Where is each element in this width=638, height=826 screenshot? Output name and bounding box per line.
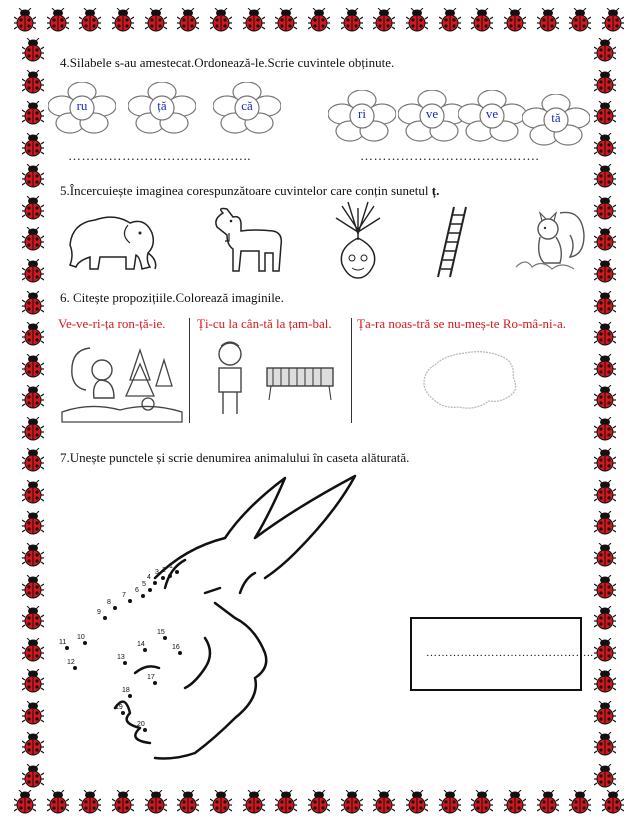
ladybug-icon [22,38,44,62]
ladybug-icon [594,575,616,599]
ladybug-icon [308,790,330,814]
ladybug-icon [243,8,265,32]
ladybug-icon [177,790,199,814]
ladybug-icon [504,790,526,814]
ladybug-icon [594,511,616,535]
ladybug-icon [594,133,616,157]
connect-dot [123,661,127,665]
ladybug-icon [22,354,44,378]
connect-dot [103,616,107,620]
ladybug-border-top [0,8,638,38]
dot-number: 8 [107,599,111,606]
ladybug-icon [602,8,624,32]
ladybug-icon [406,790,428,814]
ladybug-icon [569,8,591,32]
ladybug-icon [210,790,232,814]
connect-dot [65,646,69,650]
ladybug-icon [308,8,330,32]
ladybug-icon [594,669,616,693]
exercise-5-title: 5.Încercuiește imaginea corespunzătoare cuvintelor care conțin sunetul ț. [60,183,440,198]
ladybug-icon [373,790,395,814]
ladybug-icon [22,448,44,472]
ladybug-icon [275,8,297,32]
ladybug-icon [594,638,616,662]
dot-number: 1 [169,563,173,570]
connect-dot [73,666,77,670]
ladybug-icon [406,8,428,32]
target-sound: ț. [431,183,440,198]
goat-image[interactable] [205,205,290,275]
ladybug-icon [471,790,493,814]
ladybug-icon [22,638,44,662]
ladybug-icon [373,8,395,32]
exercise-7-title: 7.Unește punctele și scrie denumirea animalului în caseta alăturată. [60,450,410,465]
dot-number: 9 [97,609,101,616]
syllable-flower[interactable] [398,90,466,142]
goat-dot-to-dot-image[interactable] [55,468,385,768]
ladybug-icon [275,790,297,814]
syllable-label: tă [551,110,561,125]
ladybug-icon [504,8,526,32]
dot-number: 3 [155,569,159,576]
ladybug-icon [594,417,616,441]
dot-number: 16 [172,644,180,651]
divider-1 [189,318,190,423]
elephant-image[interactable] [60,205,160,275]
dot-number: 15 [157,629,165,636]
ladybug-icon [471,8,493,32]
ladybug-icon [22,322,44,346]
syllable-flower[interactable] [458,90,526,142]
syllable-flower[interactable] [328,90,396,142]
ladybug-icon [243,790,265,814]
dot-number: 5 [142,581,146,588]
sentence-tambal: Ți-cu la cân-tă la țam-bal. [197,316,332,331]
dot-number: 18 [122,687,130,694]
dot-number: 4 [147,574,151,581]
ladybug-icon [112,790,134,814]
connect-dot [121,711,125,715]
connect-dot [148,588,152,592]
exercise-6-title: 6. Citește propozițiile.Colorează imaginile. [60,290,284,305]
ladybug-icon [47,790,69,814]
ladybug-icon [594,291,616,315]
ladybug-icon [22,259,44,283]
ladybug-icon [22,606,44,630]
ladybug-icon [602,790,624,814]
squirrel-image[interactable] [512,205,587,275]
romania-map-image[interactable] [415,345,525,420]
ladybug-icon [594,259,616,283]
syllable-label: ță [157,98,167,113]
answer-line-1[interactable]: ………………………………….. [68,148,251,163]
ladybug-icon [22,701,44,725]
ladybug-border-right [590,38,620,788]
ladybug-icon [594,196,616,220]
syllable-flower[interactable] [522,94,590,146]
connect-dot [143,648,147,652]
dot-number: 19 [115,704,123,711]
ladybug-icon [594,701,616,725]
ladybug-icon [112,8,134,32]
divider-2 [351,318,352,423]
ladybug-icon [341,790,363,814]
ladybug-icon [22,227,44,251]
ladybug-icon [594,164,616,188]
dot-number: 12 [67,659,75,666]
ladybug-icon [22,101,44,125]
ladder-image[interactable] [432,205,482,280]
dot-number: 17 [147,674,155,681]
connect-dot [175,570,179,574]
ladybug-border-bottom [0,790,638,820]
connect-dot [141,594,145,598]
sentence-squirrel: Ve-ve-ri-ța ron-ță-ie. [58,316,166,331]
ladybug-icon [594,764,616,788]
dot-number: 13 [117,654,125,661]
ladybug-icon [47,8,69,32]
ladybug-icon [177,8,199,32]
connect-dot [178,651,182,655]
ladybug-icon [22,417,44,441]
syllable-flower[interactable] [213,82,281,134]
ladybug-icon [14,8,36,32]
connect-dot [113,606,117,610]
syllable-flower[interactable] [48,82,116,134]
ladybug-icon [594,448,616,472]
squirrel-winter-image[interactable] [60,340,185,425]
ladybug-icon [22,764,44,788]
connect-dot [143,728,147,732]
ladybug-icon [22,385,44,409]
syllable-label: ru [76,98,88,113]
dot-number: 2 [162,567,166,574]
ladybug-icon [22,291,44,315]
connect-dot [163,636,167,640]
ladybug-icon [594,732,616,756]
ladybug-icon [439,8,461,32]
answer-line-2[interactable]: …………………………………. [360,148,540,163]
ladybug-icon [22,543,44,567]
ladybug-border-left [18,38,48,788]
ladybug-icon [22,480,44,504]
sentence-romania: Ța-ra noas-tră se nu-meș-te Ro-mâ-ni-a. [357,316,566,331]
syllable-label: ve [485,106,499,121]
ladybug-icon [22,669,44,693]
ladybug-icon [22,575,44,599]
dot-number: 7 [122,592,126,599]
ladybug-icon [79,8,101,32]
dot-number: 20 [137,721,145,728]
answer-box[interactable] [410,617,594,691]
ladybug-icon [594,227,616,251]
ladybug-icon [594,543,616,567]
ladybug-icon [594,385,616,409]
connect-dot [128,694,132,698]
ladybug-icon [22,196,44,220]
ladybug-icon [22,164,44,188]
syllable-label: ve [425,106,439,121]
dot-number: 14 [137,641,145,648]
ladybug-icon [79,790,101,814]
ladybug-icon [145,790,167,814]
ladybug-icon [594,354,616,378]
answer-box-line[interactable]: …………………………………….. [426,647,594,659]
ladybug-icon [594,70,616,94]
connect-dot [83,641,87,645]
ladybug-icon [594,480,616,504]
ladybug-icon [22,70,44,94]
dot-number: 10 [77,634,85,641]
ladybug-icon [145,8,167,32]
ladybug-icon [22,732,44,756]
ladybug-icon [14,790,36,814]
ladybug-icon [537,790,559,814]
connect-dot [153,581,157,585]
dot-number: 11 [59,639,67,646]
ladybug-icon [594,101,616,125]
connect-dot [153,681,157,685]
ladybug-icon [22,511,44,535]
connect-dot [161,576,165,580]
syllable-label: ri [358,106,366,121]
ladybug-icon [594,38,616,62]
connect-dot [128,599,132,603]
ladybug-icon [439,790,461,814]
syllable-label: că [241,98,253,113]
onion-image[interactable] [328,200,388,280]
ladybug-icon [569,790,591,814]
dot-number: 6 [135,587,139,594]
ladybug-icon [210,8,232,32]
ladybug-icon [22,133,44,157]
ladybug-icon [594,606,616,630]
tambal-player-image[interactable] [205,338,340,420]
syllable-flower[interactable] [128,82,196,134]
exercise-4-title: 4.Silabele s-au amestecat.Ordonează-le.Scrie cuvintele obținute. [60,55,395,70]
connect-dot [168,574,172,578]
ladybug-icon [341,8,363,32]
ladybug-icon [594,322,616,346]
ladybug-icon [537,8,559,32]
